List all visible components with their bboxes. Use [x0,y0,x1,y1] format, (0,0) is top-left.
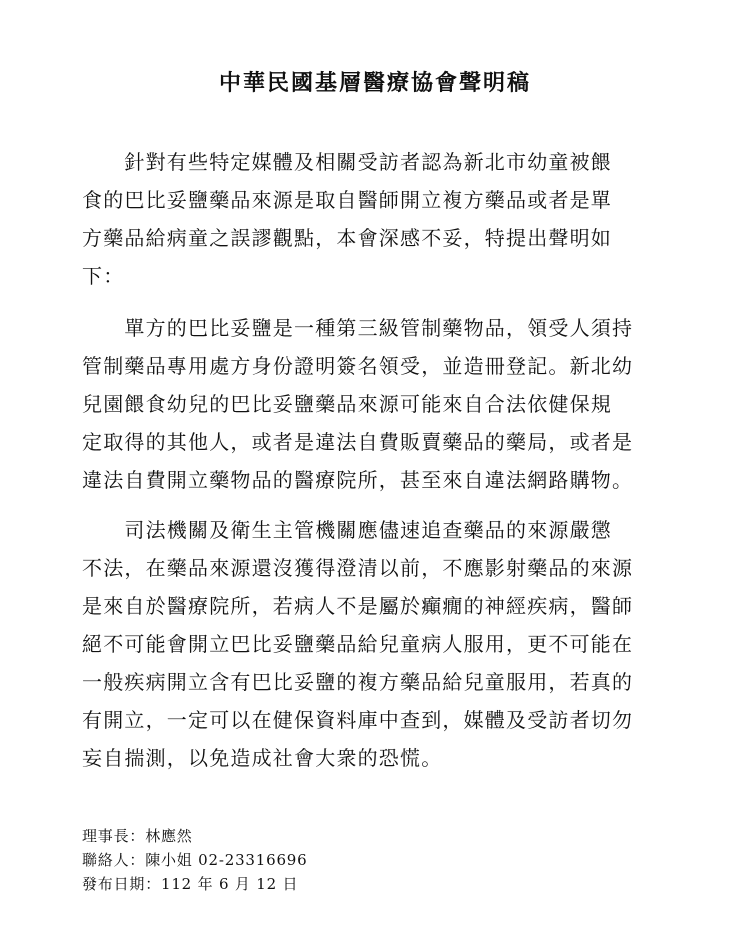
footer-contact: 聯絡人：陳小姐 02-23316696 [82,851,308,869]
paragraph-1-line-4: 下： [82,264,125,288]
paragraph-2-line-1: 單方的巴比妥鹽是一種第三級管制藥物品，領受人須持 [82,316,634,340]
paragraph-1-line-2: 食的巴比妥鹽藥品來源是取自醫師開立複方藥品或者是單 [82,188,612,212]
paragraph-1-line-3: 方藥品給病童之誤謬觀點，本會深感不妥，特提出聲明如 [82,226,612,250]
document-title: 中華民國基層醫療協會聲明稿 [218,70,531,96]
paragraph-3-line-5: 一般疾病開立含有巴比妥鹽的複方藥品給兒童服用，若真的 [82,670,634,694]
paragraph-2-line-5: 違法自費開立藥物品的醫療院所，甚至來自違法網路購物。 [82,468,634,492]
paragraph-2-line-3: 兒園餵食幼兒的巴比妥鹽藥品來源可能來自合法依健保規 [82,392,612,416]
paragraph-2-line-2: 管制藥品專用處方身份證明簽名領受，並造冊登記。新北幼 [82,354,634,378]
footer-chairman: 理事長：林應然 [82,827,193,845]
footer-date: 發布日期：112 年 6 月 12 日 [82,875,299,893]
paragraph-2-line-4: 定取得的其他人，或者是違法自費販賣藥品的藥局，或者是 [82,430,634,454]
paragraph-3-line-3: 是來自於醫療院所，若病人不是屬於癲癇的神經疾病，醫師 [82,594,634,618]
paragraph-3-line-1: 司法機關及衛生主管機關應儘速追查藥品的來源嚴懲 [82,518,612,542]
paragraph-1-line-1: 針對有些特定媒體及相關受訪者認為新北市幼童被餵 [82,150,612,174]
paragraph-3-line-6: 有開立，一定可以在健保資料庫中查到，媒體及受訪者切勿 [82,708,634,732]
paragraph-3-line-7: 妄自揣測，以免造成社會大衆的恐慌。 [82,746,443,770]
paragraph-3-line-2: 不法，在藥品來源還沒獲得澄清以前，不應影射藥品的來源 [82,556,634,580]
paragraph-3-line-4: 絕不可能會開立巴比妥鹽藥品給兒童病人服用，更不可能在 [82,632,634,656]
